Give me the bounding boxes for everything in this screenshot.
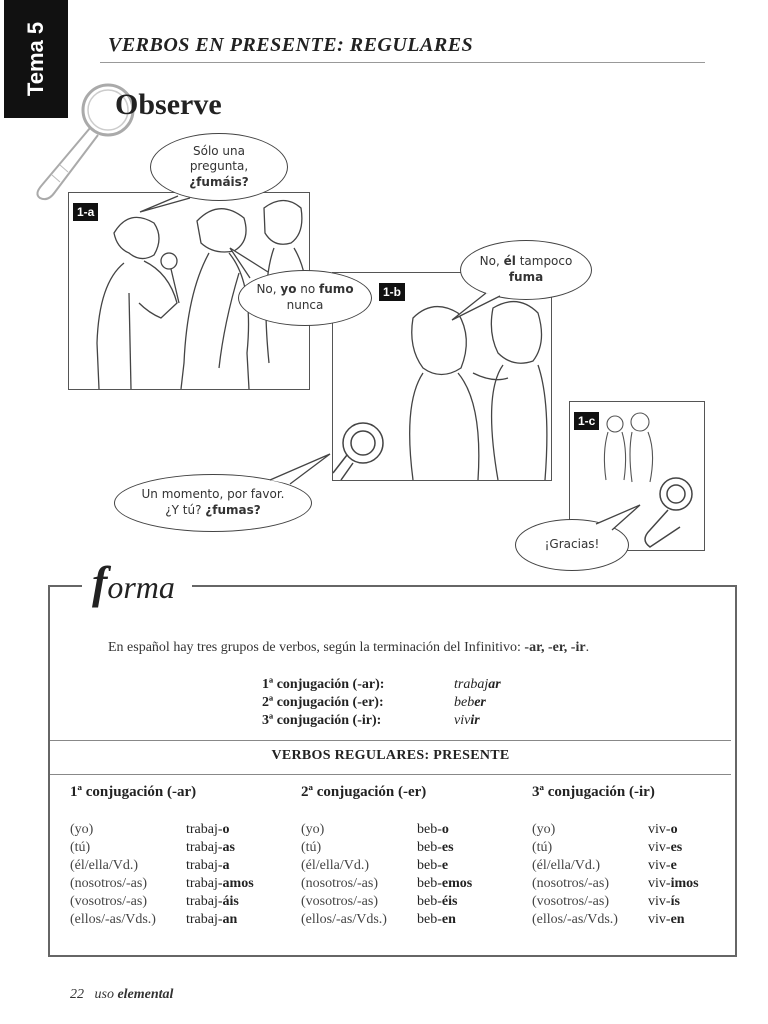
verb-form [648, 858, 677, 874]
pronoun: (ellos/-as/Vds.) [70, 912, 156, 927]
intro-end: . [585, 640, 590, 655]
pronoun: (vosotros/-as) [532, 894, 609, 909]
table-row [532, 893, 752, 911]
header-divider [100, 62, 705, 63]
bubble-text: ¡Gracias! [544, 537, 600, 552]
verb-ending: e [670, 858, 677, 873]
verb-ending: imos [670, 876, 699, 891]
verb-stem: trabaj- [186, 840, 223, 855]
speech-bubble-4 [114, 474, 312, 532]
conjugation-row [262, 694, 501, 712]
verb-stem: beb- [417, 912, 442, 927]
bubble-text: No, [479, 254, 504, 269]
table-row [301, 821, 521, 839]
conjugation-column-ar [70, 784, 290, 929]
bubble-text: pregunta, [189, 159, 249, 174]
table-row [70, 839, 290, 857]
verb-form [417, 840, 454, 856]
verb-ending: a [222, 858, 230, 873]
verb-form [417, 876, 472, 892]
column-header: 1ª conjugación (-ar) [70, 784, 197, 800]
pronoun: (vosotros/-as) [301, 894, 378, 909]
table-row [301, 911, 521, 929]
verb-form [186, 858, 230, 874]
verb-form [417, 894, 457, 910]
verb-ending: e [441, 858, 449, 873]
example-ending: ir [470, 713, 480, 728]
intro-paragraph [108, 640, 589, 656]
bubble-text: nunca [286, 298, 324, 312]
table-row [70, 821, 290, 839]
table-row [301, 839, 521, 857]
table-row [70, 911, 290, 929]
verb-form [648, 894, 680, 910]
bubble-text: fuma [508, 270, 544, 284]
table-row [301, 857, 521, 875]
page-number: 22 [70, 987, 84, 1002]
example-stem: beb [454, 695, 475, 710]
bubble-text: él [503, 254, 516, 269]
verb-ending: áis [222, 894, 239, 909]
verb-stem: beb- [417, 822, 442, 837]
verb-form [186, 912, 237, 928]
verb-ending: as [222, 840, 235, 855]
bubble-text: yo [280, 282, 297, 297]
pronoun: (tú) [532, 840, 553, 855]
pronoun: (nosotros/-as) [301, 876, 378, 891]
pronoun: (él/ella/Vd.) [301, 858, 370, 873]
bubble-text: ¿Y tú? [165, 503, 206, 517]
conjugation-label: 2ª conjugación (-er): [262, 695, 384, 710]
bubble-text: fumo [319, 282, 354, 297]
verb-stem: beb- [417, 876, 442, 891]
verb-stem: viv- [648, 876, 671, 891]
table-row [532, 821, 752, 839]
pronoun: (él/ella/Vd.) [532, 858, 601, 873]
forma-heading [92, 556, 175, 609]
book-title-word: uso [94, 987, 114, 1002]
table-row [301, 875, 521, 893]
conjugation-example [454, 695, 486, 711]
conjugation-label: 1ª conjugación (-ar): [262, 677, 385, 692]
observe-heading: Observe [115, 88, 222, 121]
verb-form [417, 912, 456, 928]
conjugation-list [262, 676, 501, 730]
verb-stem: trabaj- [186, 912, 223, 927]
speech-bubble-2 [238, 270, 372, 326]
table-row [70, 857, 290, 875]
verb-form [648, 822, 678, 838]
verb-stem: beb- [417, 858, 442, 873]
verb-ending: emos [441, 876, 473, 891]
verb-ending: en [441, 912, 456, 927]
table-row [532, 911, 752, 929]
pronoun: (él/ella/Vd.) [70, 858, 139, 873]
pronoun: (vosotros/-as) [70, 894, 147, 909]
verb-form [648, 912, 685, 928]
pronoun: (ellos/-as/Vds.) [532, 912, 618, 927]
conjugation-label: 3ª conjugación (-ir): [262, 713, 382, 728]
verb-ending: o [670, 822, 678, 837]
verb-ending: ís [670, 894, 680, 909]
page-title: VERBOS EN PRESENTE: REGULARES [108, 34, 474, 56]
example-stem: viv [454, 713, 471, 728]
conjugation-column-er [301, 784, 521, 929]
bubble-text: Sólo una [192, 143, 245, 158]
table-row [301, 893, 521, 911]
conjugation-column-ir [532, 784, 752, 929]
speech-bubble-3 [460, 240, 592, 300]
table-row [532, 875, 752, 893]
example-ending: er [474, 695, 486, 710]
panel-label: 1-b [379, 283, 405, 301]
column-header: 3ª conjugación (-ir) [532, 784, 655, 800]
verb-form [417, 858, 448, 874]
verb-form [648, 840, 682, 856]
verb-stem: trabaj- [186, 894, 223, 909]
speech-bubble-1 [150, 133, 288, 201]
book-title-word-bold: elemental [117, 987, 174, 1002]
verb-ending: o [222, 822, 230, 837]
verb-form [417, 822, 449, 838]
chapter-tab-label: Tema 5 [23, 21, 48, 97]
table-top-rule [50, 740, 731, 741]
bubble-text: tampoco [515, 254, 573, 269]
pronoun: (tú) [70, 840, 91, 855]
column-header: 2ª conjugación (-er) [301, 784, 427, 800]
pronoun: (nosotros/-as) [532, 876, 609, 891]
verb-form [186, 876, 254, 892]
intro-endings: -ar, -er, -ir [524, 640, 586, 655]
table-row [70, 893, 290, 911]
verb-ending: en [670, 912, 685, 927]
conjugation-row [262, 676, 501, 694]
verb-ending: es [441, 840, 454, 855]
bubble-text: No, [256, 282, 281, 297]
verb-stem: viv- [648, 822, 671, 837]
verb-stem: viv- [648, 912, 671, 927]
verb-stem: trabaj- [186, 876, 223, 891]
table-title: VERBOS REGULARES: PRESENTE [271, 748, 510, 763]
verb-stem: trabaj- [186, 822, 223, 837]
speech-bubble-5 [515, 519, 629, 571]
bubble-text: ¿fumáis? [189, 174, 249, 189]
verb-stem: viv- [648, 840, 671, 855]
pronoun: (yo) [70, 822, 94, 837]
forma-heading-initial: f [92, 557, 108, 608]
verb-form [186, 822, 230, 838]
verb-ending: o [441, 822, 449, 837]
verb-ending: éis [441, 894, 458, 909]
bubble-text: Un momento, por favor. [141, 487, 285, 502]
verb-form [186, 894, 239, 910]
table-header-rule [50, 774, 731, 775]
verb-stem: beb- [417, 894, 442, 909]
panel-label: 1-a [73, 203, 98, 221]
conjugation-row [262, 712, 501, 730]
forma-heading-rest: orma [107, 569, 175, 605]
table-row [532, 839, 752, 857]
panel-label: 1-c [574, 412, 599, 430]
conjugation-example [454, 713, 480, 729]
intro-text: En español hay tres grupos de verbos, según la terminación del Infinitivo: [108, 640, 525, 655]
verb-stem: beb- [417, 840, 442, 855]
verb-ending: amos [222, 876, 254, 891]
pronoun: (yo) [532, 822, 556, 837]
table-row [532, 857, 752, 875]
verb-stem: viv- [648, 858, 671, 873]
bubble-text: no [296, 282, 320, 297]
verb-form [648, 876, 699, 892]
verb-ending: an [222, 912, 238, 927]
bubble-text: ¿fumas? [205, 503, 261, 517]
table-row [70, 875, 290, 893]
pronoun: (tú) [301, 840, 322, 855]
verb-stem: viv- [648, 894, 671, 909]
conjugation-example [454, 677, 501, 693]
verb-ending: es [670, 840, 683, 855]
page-footer [70, 987, 173, 1003]
pronoun: (nosotros/-as) [70, 876, 147, 891]
example-ending: ar [488, 677, 501, 692]
verb-stem: trabaj- [186, 858, 223, 873]
example-stem: trabaj [454, 677, 489, 692]
pronoun: (ellos/-as/Vds.) [301, 912, 387, 927]
pronoun: (yo) [301, 822, 325, 837]
verb-form [186, 840, 235, 856]
